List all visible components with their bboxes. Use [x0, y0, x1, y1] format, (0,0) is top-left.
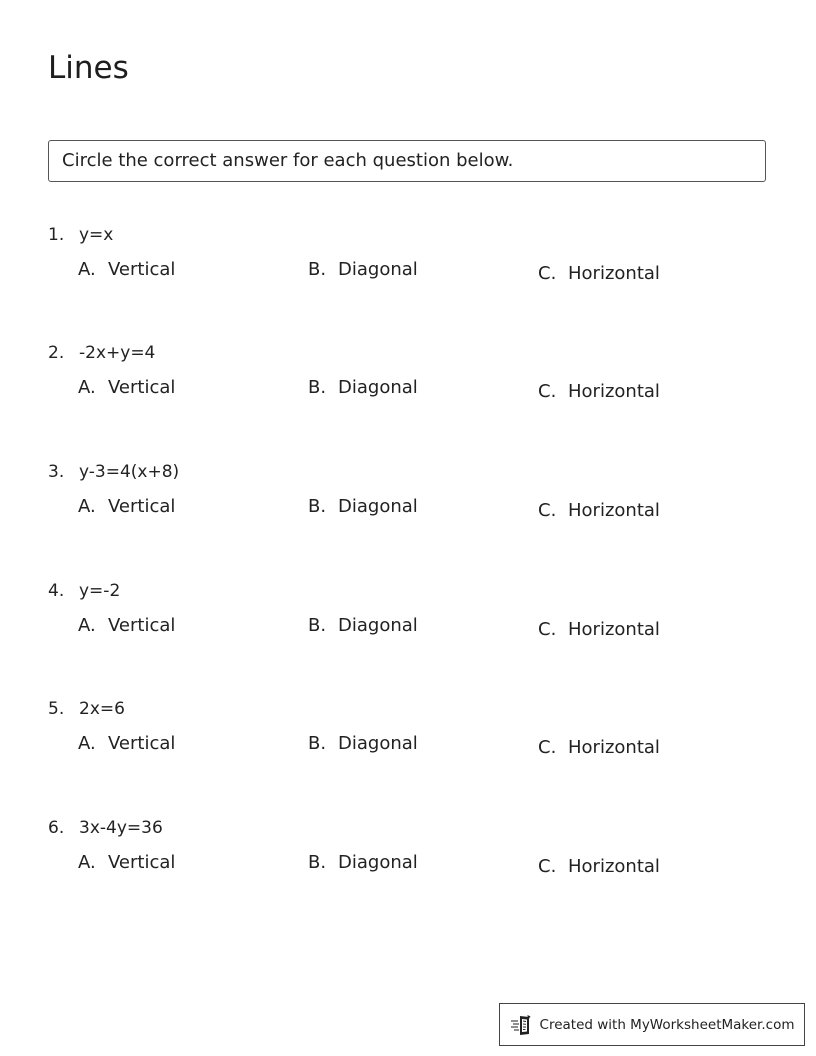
option-a[interactable]: [78, 615, 175, 637]
option-a[interactable]: [78, 733, 175, 755]
option-b[interactable]: [308, 377, 418, 399]
option-label: Horizontal: [568, 500, 660, 521]
footer-text: Created with MyWorksheetMaker.com: [539, 1016, 795, 1033]
option-b[interactable]: [308, 852, 418, 874]
question-prompt: [48, 817, 163, 839]
question-equation: y-3=4(x+8): [79, 462, 180, 482]
option-c[interactable]: [538, 856, 660, 878]
worksheet-maker-logo-icon: [510, 1013, 534, 1037]
option-label: Horizontal: [568, 737, 660, 758]
option-letter: B.: [308, 852, 327, 873]
option-label: Vertical: [108, 733, 176, 754]
question-6: [48, 817, 768, 907]
option-letter: A.: [78, 615, 96, 636]
question-prompt: [48, 461, 179, 483]
option-label: Diagonal: [338, 852, 418, 873]
option-c[interactable]: [538, 381, 660, 403]
question-equation: 3x-4y=36: [79, 818, 163, 838]
option-letter: C.: [538, 263, 557, 284]
option-letter: A.: [78, 259, 96, 280]
option-label: Horizontal: [568, 856, 660, 877]
option-label: Vertical: [108, 496, 176, 517]
option-label: Horizontal: [568, 619, 660, 640]
option-label: Horizontal: [568, 263, 660, 284]
option-letter: C.: [538, 619, 557, 640]
option-letter: B.: [308, 733, 327, 754]
option-letter: C.: [538, 856, 557, 877]
question-equation: y=-2: [79, 581, 121, 601]
question-4: [48, 580, 768, 670]
question-prompt: [48, 580, 120, 602]
question-prompt: [48, 698, 125, 720]
question-1: [48, 224, 768, 314]
option-label: Vertical: [108, 852, 176, 873]
option-label: Horizontal: [568, 381, 660, 402]
option-c[interactable]: [538, 500, 660, 522]
question-prompt: [48, 342, 155, 364]
option-label: Diagonal: [338, 733, 418, 754]
question-number: 5.: [48, 699, 65, 719]
instructions-box: Circle the correct answer for each question below.: [48, 140, 766, 182]
option-a[interactable]: [78, 852, 175, 874]
question-number: 2.: [48, 343, 65, 363]
option-letter: C.: [538, 737, 557, 758]
option-c[interactable]: [538, 263, 660, 285]
option-c[interactable]: [538, 737, 660, 759]
created-with-badge[interactable]: [499, 1003, 805, 1046]
question-equation: y=x: [79, 225, 114, 245]
option-b[interactable]: [308, 496, 418, 518]
option-letter: B.: [308, 259, 327, 280]
option-b[interactable]: [308, 615, 418, 637]
option-a[interactable]: [78, 259, 175, 281]
option-label: Diagonal: [338, 377, 418, 398]
question-prompt: [48, 224, 113, 246]
option-label: Vertical: [108, 259, 176, 280]
option-c[interactable]: [538, 619, 660, 641]
option-letter: A.: [78, 496, 96, 517]
option-label: Diagonal: [338, 259, 418, 280]
question-number: 3.: [48, 462, 65, 482]
option-letter: A.: [78, 852, 96, 873]
option-letter: C.: [538, 500, 557, 521]
option-letter: C.: [538, 381, 557, 402]
question-number: 4.: [48, 581, 65, 601]
option-letter: A.: [78, 733, 96, 754]
option-label: Diagonal: [338, 496, 418, 517]
option-label: Vertical: [108, 615, 176, 636]
option-b[interactable]: [308, 259, 418, 281]
question-equation: 2x=6: [79, 699, 125, 719]
question-2: [48, 342, 768, 432]
question-number: 6.: [48, 818, 65, 838]
page-title: Lines: [48, 50, 129, 86]
option-label: Vertical: [108, 377, 176, 398]
question-number: 1.: [48, 225, 65, 245]
option-letter: B.: [308, 377, 327, 398]
option-b[interactable]: [308, 733, 418, 755]
option-letter: A.: [78, 377, 96, 398]
option-label: Diagonal: [338, 615, 418, 636]
option-a[interactable]: [78, 377, 175, 399]
question-3: [48, 461, 768, 551]
option-letter: B.: [308, 496, 327, 517]
option-a[interactable]: [78, 496, 175, 518]
option-letter: B.: [308, 615, 327, 636]
question-5: [48, 698, 768, 788]
question-equation: -2x+y=4: [79, 343, 156, 363]
